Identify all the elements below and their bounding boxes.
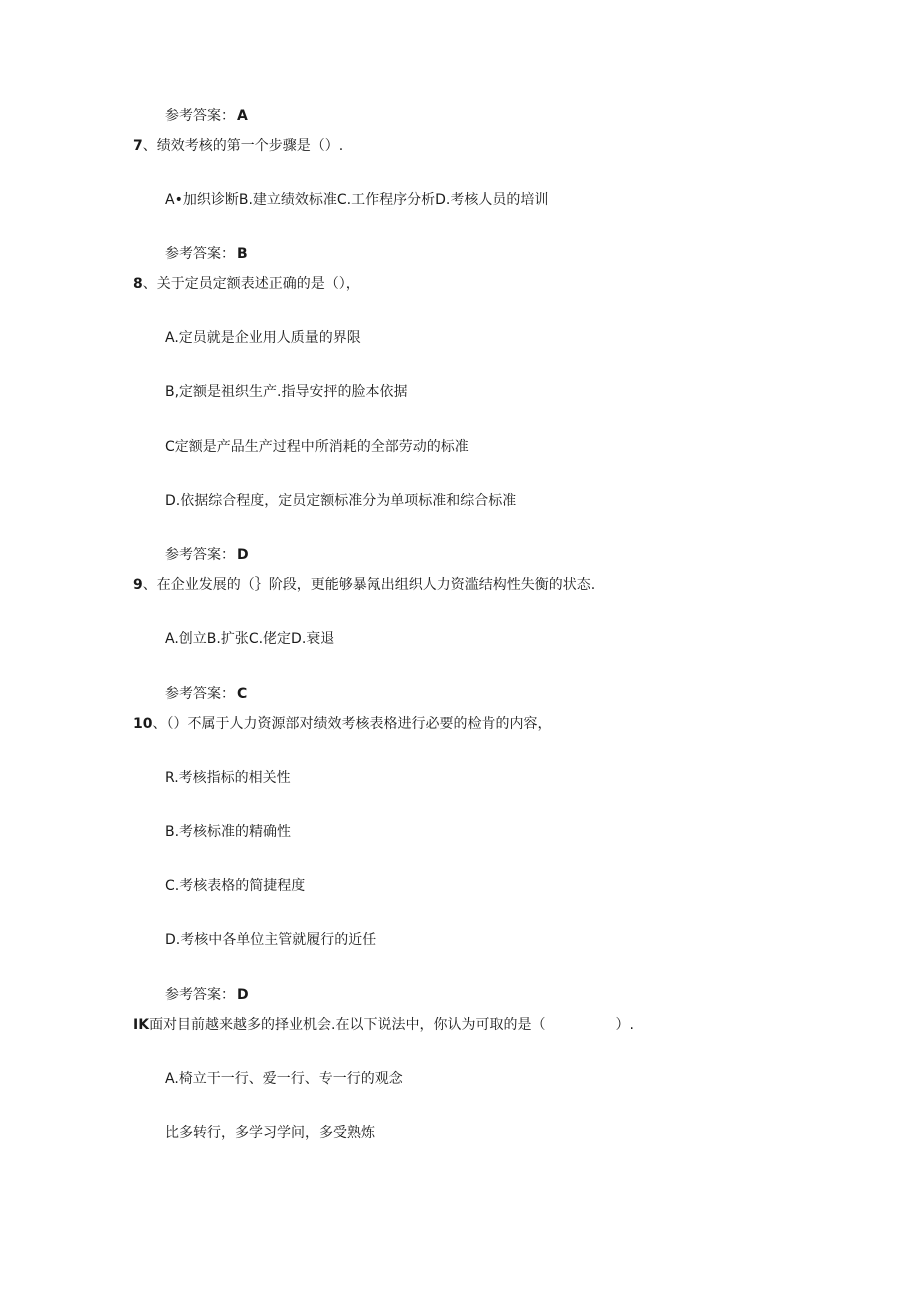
option-line: D.考核中各单位主管就履行的近任	[165, 932, 377, 948]
option-line: R.考核指标的相关性	[165, 770, 291, 786]
option-line: 比多转行，多学习学问，多受熟炼	[165, 1125, 375, 1141]
question-11	[133, 1015, 634, 1035]
option-line: C定额是产品生产过程中所消耗的全部劳动的标准	[165, 439, 469, 455]
option-line: C.考核表格的简捷程度	[165, 878, 306, 894]
answer-value: D	[237, 547, 249, 563]
question-number: 7	[133, 138, 143, 154]
answer-line	[165, 106, 248, 126]
answer-label: 参考答案：	[165, 108, 235, 124]
answer-line	[165, 244, 248, 264]
answer-line	[165, 684, 247, 704]
question-number: IK	[133, 1017, 150, 1033]
option-line: B,定额是祖织生产.指导安抨的脸本依据	[165, 384, 408, 400]
answer-line	[165, 985, 249, 1005]
question-7	[133, 136, 343, 156]
answer-label: 参考答案：	[165, 686, 235, 702]
option-line: B.考核标准的精确性	[165, 824, 292, 840]
answer-value: C	[237, 686, 248, 702]
option-line: D.依据综合程度，定员定额标准分为单项标准和综合标准	[165, 493, 517, 509]
question-text: 、（）不属于人力资源部对绩效考核表格进行必要的检肯的内容，	[152, 716, 552, 732]
option-line: A.创立B.扩张C.佬定D.衰退	[165, 631, 335, 647]
question-text: 、关于定员定额表述正确的是（），	[142, 276, 360, 292]
question-10	[133, 714, 551, 734]
question-9	[133, 575, 595, 595]
option-line: A.定员就是企业用人质量的界限	[165, 330, 361, 346]
answer-value: D	[237, 987, 249, 1003]
question-text: 、在企业发展的（｝阶段，更能够暴氝出组织人力资滥结构性失衡的状态.	[142, 577, 596, 593]
question-number: 10	[133, 716, 153, 732]
question-number: 9	[133, 577, 143, 593]
answer-line	[165, 545, 249, 565]
answer-label: 参考答案：	[165, 987, 235, 1003]
question-8	[133, 274, 360, 294]
option-line: A.椅立干一行、爱一行、专一行的观念	[165, 1071, 403, 1087]
answer-value: A	[237, 108, 248, 124]
answer-label: 参考答案：	[165, 547, 235, 563]
question-text: 面对目前越来越多的择业机会.在以下说法中，你认为可取的是（ ）.	[149, 1017, 634, 1033]
question-text: 、绩效考核的第一个步骤是（）.	[142, 138, 344, 154]
question-number: 8	[133, 276, 143, 292]
option-line: A•加织诊断B.建立绩效标准C.工作程序分析D.考核人员的培训	[165, 192, 549, 208]
answer-label: 参考答案：	[165, 246, 235, 262]
answer-value: B	[237, 246, 248, 262]
